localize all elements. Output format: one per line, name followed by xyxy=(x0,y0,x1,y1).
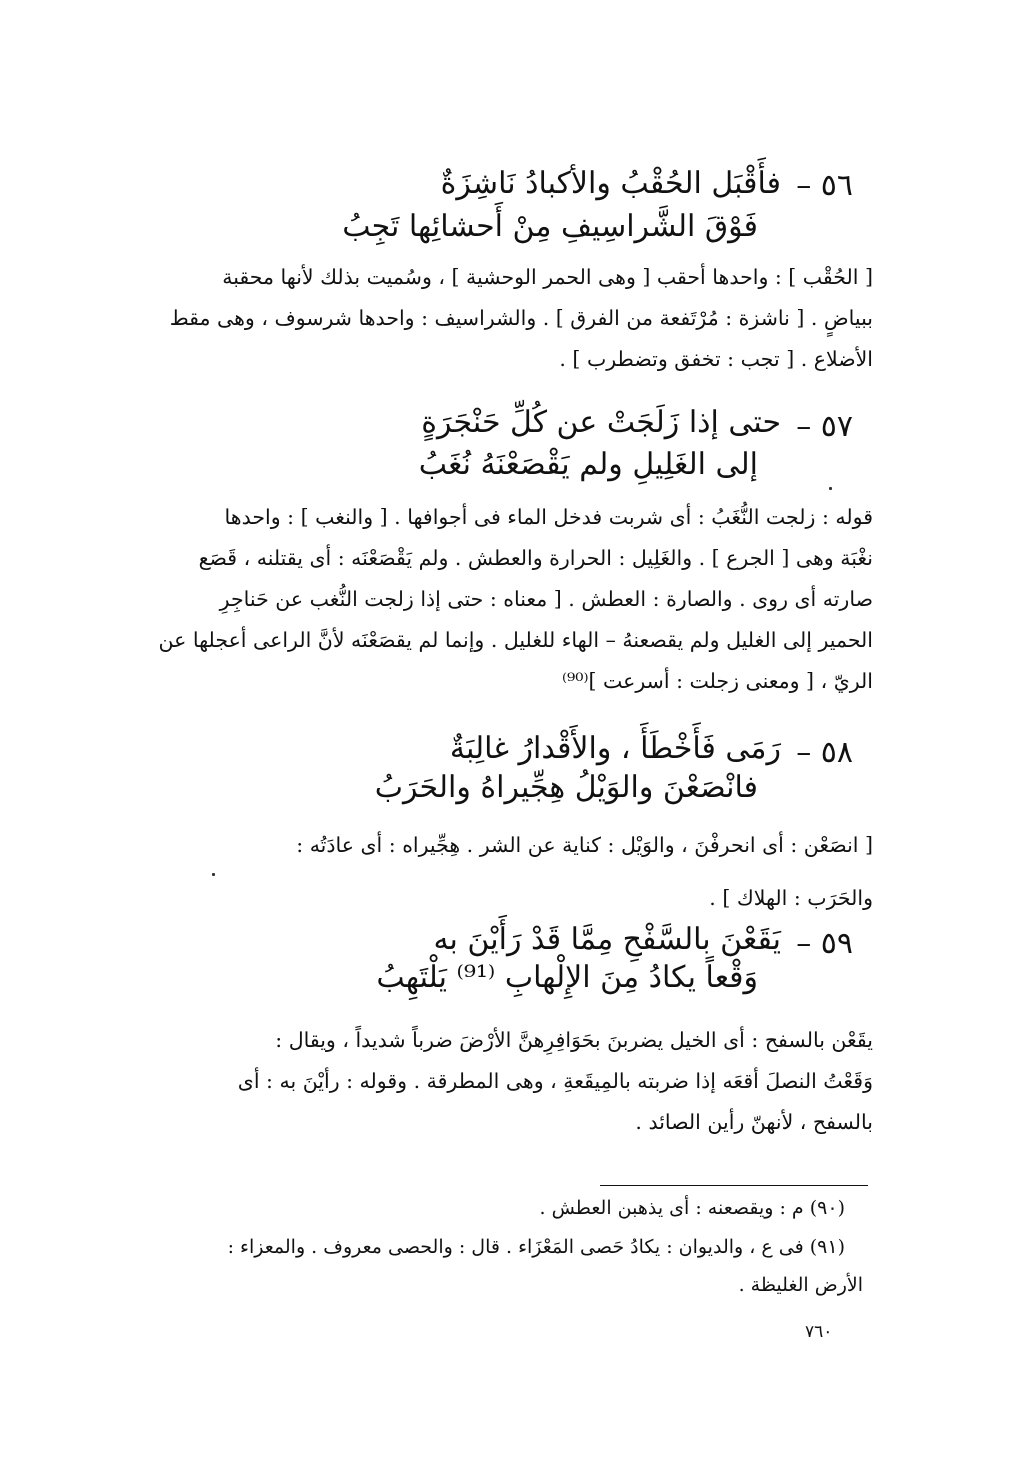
page-number: ٧٦٠ xyxy=(805,1322,833,1342)
footnote-continuation: الأرض الغليظة . xyxy=(738,1274,863,1296)
commentary-line: صارته أى روى . والصارة : العطش . [ معناه : حتى إذا زلجت النُّغب عن حَناجِرِ xyxy=(219,587,873,611)
footnote-separator xyxy=(600,1185,868,1186)
commentary-line: وَقَعْتُ النصلَ أقعَه إذا ضربته بالمِيقَعةِ ، وهى المطرقة . وقوله : رأيْنَ به : أى xyxy=(237,1069,873,1093)
commentary-line: نغْبَة وهى [ الجرع ] . والغَلِيل : الحرارة والعطش . ولم يَقْصَعْنَه : أى يقتلنه ، قَصَع xyxy=(198,546,873,570)
verse-number: ٥٩ – xyxy=(796,926,853,961)
footnote: (٩١) فى ع ، والديوان : يكادُ حَصى المَعْزَاء . قال : والحصى معروف . والمعزاء : xyxy=(227,1236,845,1258)
commentary-line: [ انصَعْن : أى انحرفْنَ ، والوَيْل : كناية عن الشر . هِجِّيراه : أى عادَتُه : xyxy=(296,833,873,857)
commentary-paragraph xyxy=(138,825,873,919)
verse-second-hemistich: إلى الغَلِيلِ ولم يَقْصَعْنَهُ نُغَبُ xyxy=(418,447,758,482)
verse-number: ٥٨ – xyxy=(796,735,853,770)
commentary-line: بالسفح ، لأنهنّ رأين الصائد . xyxy=(635,1110,873,1134)
commentary-line: الحمير إلى الغليل ولم يقصعنهُ – الهاء للغليل . وإنما لم يقصَعْنَه لأنَّ الراعى أعجلها عن xyxy=(158,628,873,652)
commentary-paragraph xyxy=(138,497,873,702)
commentary-line: الأضلاع . [ تجب : تخفق وتضطرب ] . xyxy=(559,347,873,371)
verse-first-hemistich: رَمَى فَأَخْطَأَ ، والأَقْدارُ غالِبَةٌ xyxy=(449,731,781,766)
commentary-line: يقَعْن بالسفح : أى الخيل يضربنَ بحَوَافِرِهنَّ الأرْضَ ضرباً شديداً ، ويقال : xyxy=(275,1028,873,1052)
verse-number: ٥٦ – xyxy=(796,168,853,203)
verse-first-hemistich: يَقَعْنَ بالسَّفْحِ مِمَّا قَدْ رَأَيْنَ به xyxy=(433,922,781,957)
scan-speck xyxy=(212,873,215,876)
verse-second-hemistich: وَقْعاً يكادُ مِنَ الإِلْهابِ ⁽⁹¹⁾ يَلْتَهِبُ xyxy=(376,960,758,995)
verse-first-hemistich: فأَقْبَل الحُقْبُ والأكبادُ نَاشِزَةٌ xyxy=(440,166,781,201)
verse-second-hemistich: فانْصَعْنَ والوَيْلُ هِجِّيراهُ والحَرَبُ xyxy=(374,770,758,805)
commentary-line: قوله : زلجت النُّغَبُ : أى شربت فدخل الماء فى أجوافها . [ والنغب ] : واحدها xyxy=(224,505,873,529)
footnote: (٩٠) م : ويقصعنه : أى يذهبن العطش . xyxy=(539,1197,845,1219)
commentary-paragraph xyxy=(138,257,873,380)
verse-first-hemistich: حتى إذا زَلَجَتْ عن كُلِّ حَنْجَرَةٍ xyxy=(421,405,781,440)
scan-speck xyxy=(829,487,832,490)
commentary-line: والحَرَب : الهلاك ] . xyxy=(709,886,873,910)
commentary-line: ببياضٍ . [ ناشزة : مُرْتَفعة من الفرق ] . والشراسيف : واحدها شرسوف ، وهى مقط xyxy=(169,306,873,330)
commentary-line: [ الحُقْب ] : واحدها أحقب [ وهى الحمر الوحشية ] ، وسُميت بذلك لأنها محقبة xyxy=(222,265,873,289)
commentary-paragraph xyxy=(138,1020,873,1143)
commentary-line: الريّ ، [ ومعنى زجلت : أسرعت ]⁽⁹⁰⁾ xyxy=(561,669,873,693)
verse-second-hemistich: فَوْقَ الشَّراسِيفِ مِنْ أَحشائِها تَجِبُ xyxy=(342,209,758,244)
verse-number: ٥٧ – xyxy=(796,409,853,444)
